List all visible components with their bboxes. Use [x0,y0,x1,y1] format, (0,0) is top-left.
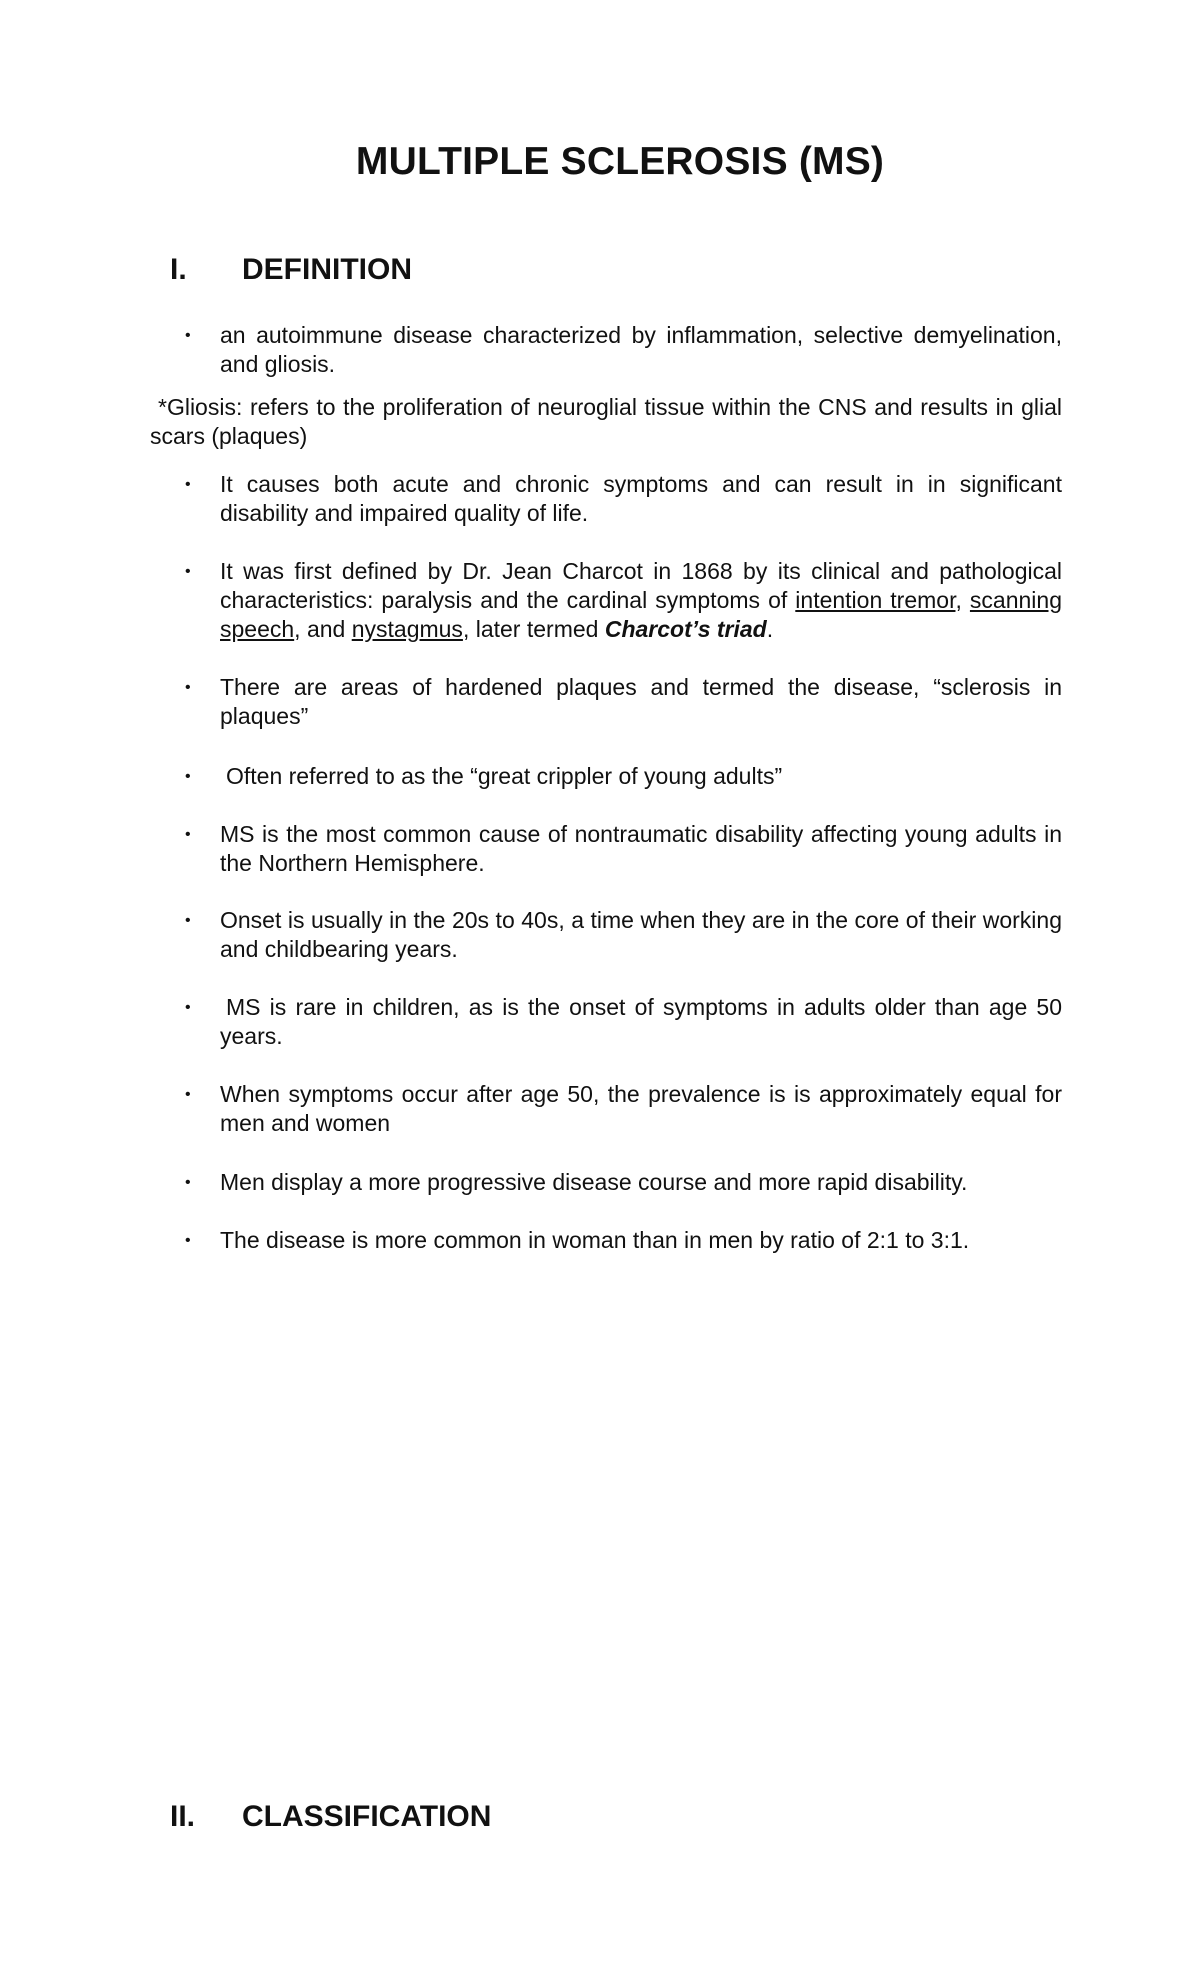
section-numeral: II. [170,1800,196,1833]
list-item-text: , later termed [462,616,605,642]
list-item-text: . [766,616,774,642]
term-charcots-triad: Charcot’s triad [604,616,767,642]
bullet-icon: • [185,912,191,929]
list-item-text: When symptoms occur after age 50, the prevalence is is approximately equal for men and women [220,1081,1062,1136]
list-item-text: an autoimmune disease characterized by inflammation, selective demyelination, and gliosis. [220,322,1062,377]
list-item-text: , [955,587,970,613]
list-item [185,820,1062,878]
bullet-icon: • [185,1232,191,1249]
section-title: CLASSIFICATION [242,1800,492,1833]
list-item [185,470,1062,528]
list-item [185,1168,1062,1197]
bullet-icon: • [185,679,191,696]
bullet-icon: • [185,563,191,580]
bullet-icon: • [185,476,191,493]
list-item [185,1080,1062,1138]
bullet-icon: • [185,999,191,1016]
document-title: MULTIPLE SCLEROSIS (MS) [355,140,885,183]
term-intention-tremor: intention tremor [795,587,956,613]
bullet-icon: • [185,768,191,785]
list-item [185,906,1062,964]
list-item-text: , and [294,616,352,642]
bullet-icon: • [185,327,191,344]
gliosis-note: *Gliosis: refers to the proliferation of neuroglial tissue within the CNS and results in glial scars (plaques) [150,394,1062,449]
list-item-text: It was first defined by Dr. Jean Charcot in 1868 by its clinical and pathological characteristics: paralysis and the cardinal symptoms of [220,558,1062,613]
list-item-text: Men display a more progressive disease course and more rapid disability. [220,1169,968,1195]
bullet-icon: • [185,1174,191,1191]
list-item-text: It causes both acute and chronic symptoms and can result in in significant disability and impaired quality of life. [220,471,1062,526]
list-item [185,1226,1062,1255]
section-numeral: I. [170,253,187,286]
list-item-text: MS is rare in children, as is the onset of symptoms in adults older than age 50 years. [220,994,1062,1049]
list-item-text: Often referred to as the “great crippler of young adults” [226,763,783,789]
list-item [185,673,1062,731]
list-item-text: Onset is usually in the 20s to 40s, a time when they are in the core of their working and childbearing years. [220,907,1062,962]
list-item [185,993,1062,1051]
section-heading-classification [170,1800,491,1834]
section-title: DEFINITION [242,253,412,286]
bullet-icon: • [185,826,191,843]
term-nystagmus: nystagmus [351,616,463,642]
list-item [185,762,1062,791]
term-scanning-speech: scanning speech [220,587,1062,642]
list-item-text: There are areas of hardened plaques and termed the disease, “sclerosis in plaques” [220,674,1062,729]
section-heading-definition [170,253,412,287]
list-item [185,321,1062,379]
list-item-text: MS is the most common cause of nontraumatic disability affecting young adults in the Northern Hemisphere. [220,821,1062,876]
bullet-icon: • [185,1086,191,1103]
list-item [185,557,1062,644]
list-item-text: The disease is more common in woman than in men by ratio of 2:1 to 3:1. [220,1227,970,1253]
